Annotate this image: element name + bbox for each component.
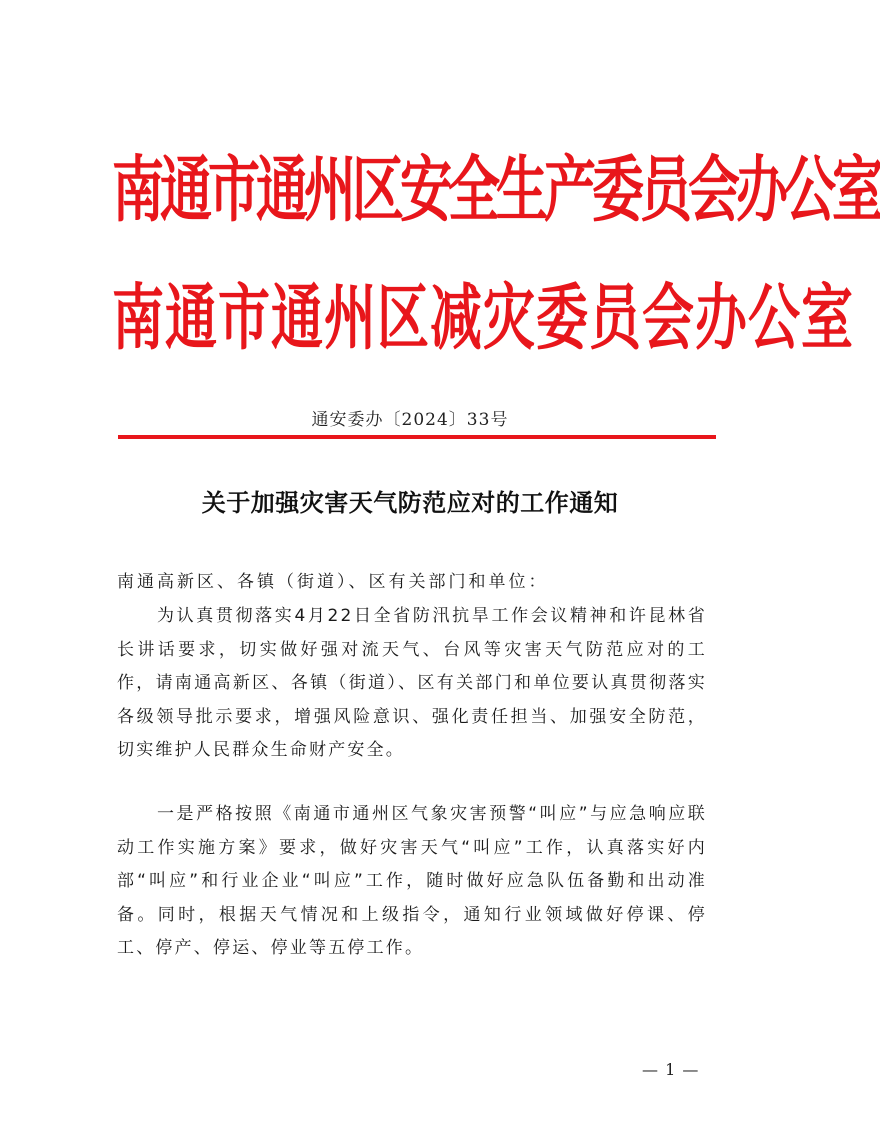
body-paragraph-1: 为认真贯彻落实4月22日全省防汛抗旱工作会议精神和许昆林省长讲话要求，切实做好强对流天气、台风等灾害天气防范应对的工作，请南通高新区、各镇（街道）、区有关部门和单位要认真贯彻落实各级领导批示要求，增强风险意识、强化责任担当、加强安全防范，切实维护人民群众生命财产安全。	[117, 606, 707, 761]
issuing-organization-line-2: 南通市通州区减灾委员会办公室	[112, 276, 855, 361]
red-divider-line	[118, 435, 716, 439]
issuing-organization-line-1: 南通市通州区安全生产委员会办公室	[112, 148, 880, 233]
salutation: 南通高新区、各镇（街道）、区有关部门和单位：	[117, 572, 549, 592]
body-paragraph-2: 一是严格按照《南通市通州区气象灾害预警“叫应”与应急响应联动工作实施方案》要求，做好灾害天气“叫应”工作，认真落实好内部“叫应”和行业企业“叫应”工作，随时做好应急队伍备勤和出动准备。同时，根据天气情况和上级指令，通知行业领域做好停课、停工、停产、停运、停业等五停工作。	[117, 804, 707, 959]
page-number: — 1 —	[642, 1060, 700, 1079]
document-number: 通安委办〔2024〕33号	[311, 410, 509, 430]
document-title: 关于加强灾害天气防范应对的工作通知	[201, 488, 619, 517]
